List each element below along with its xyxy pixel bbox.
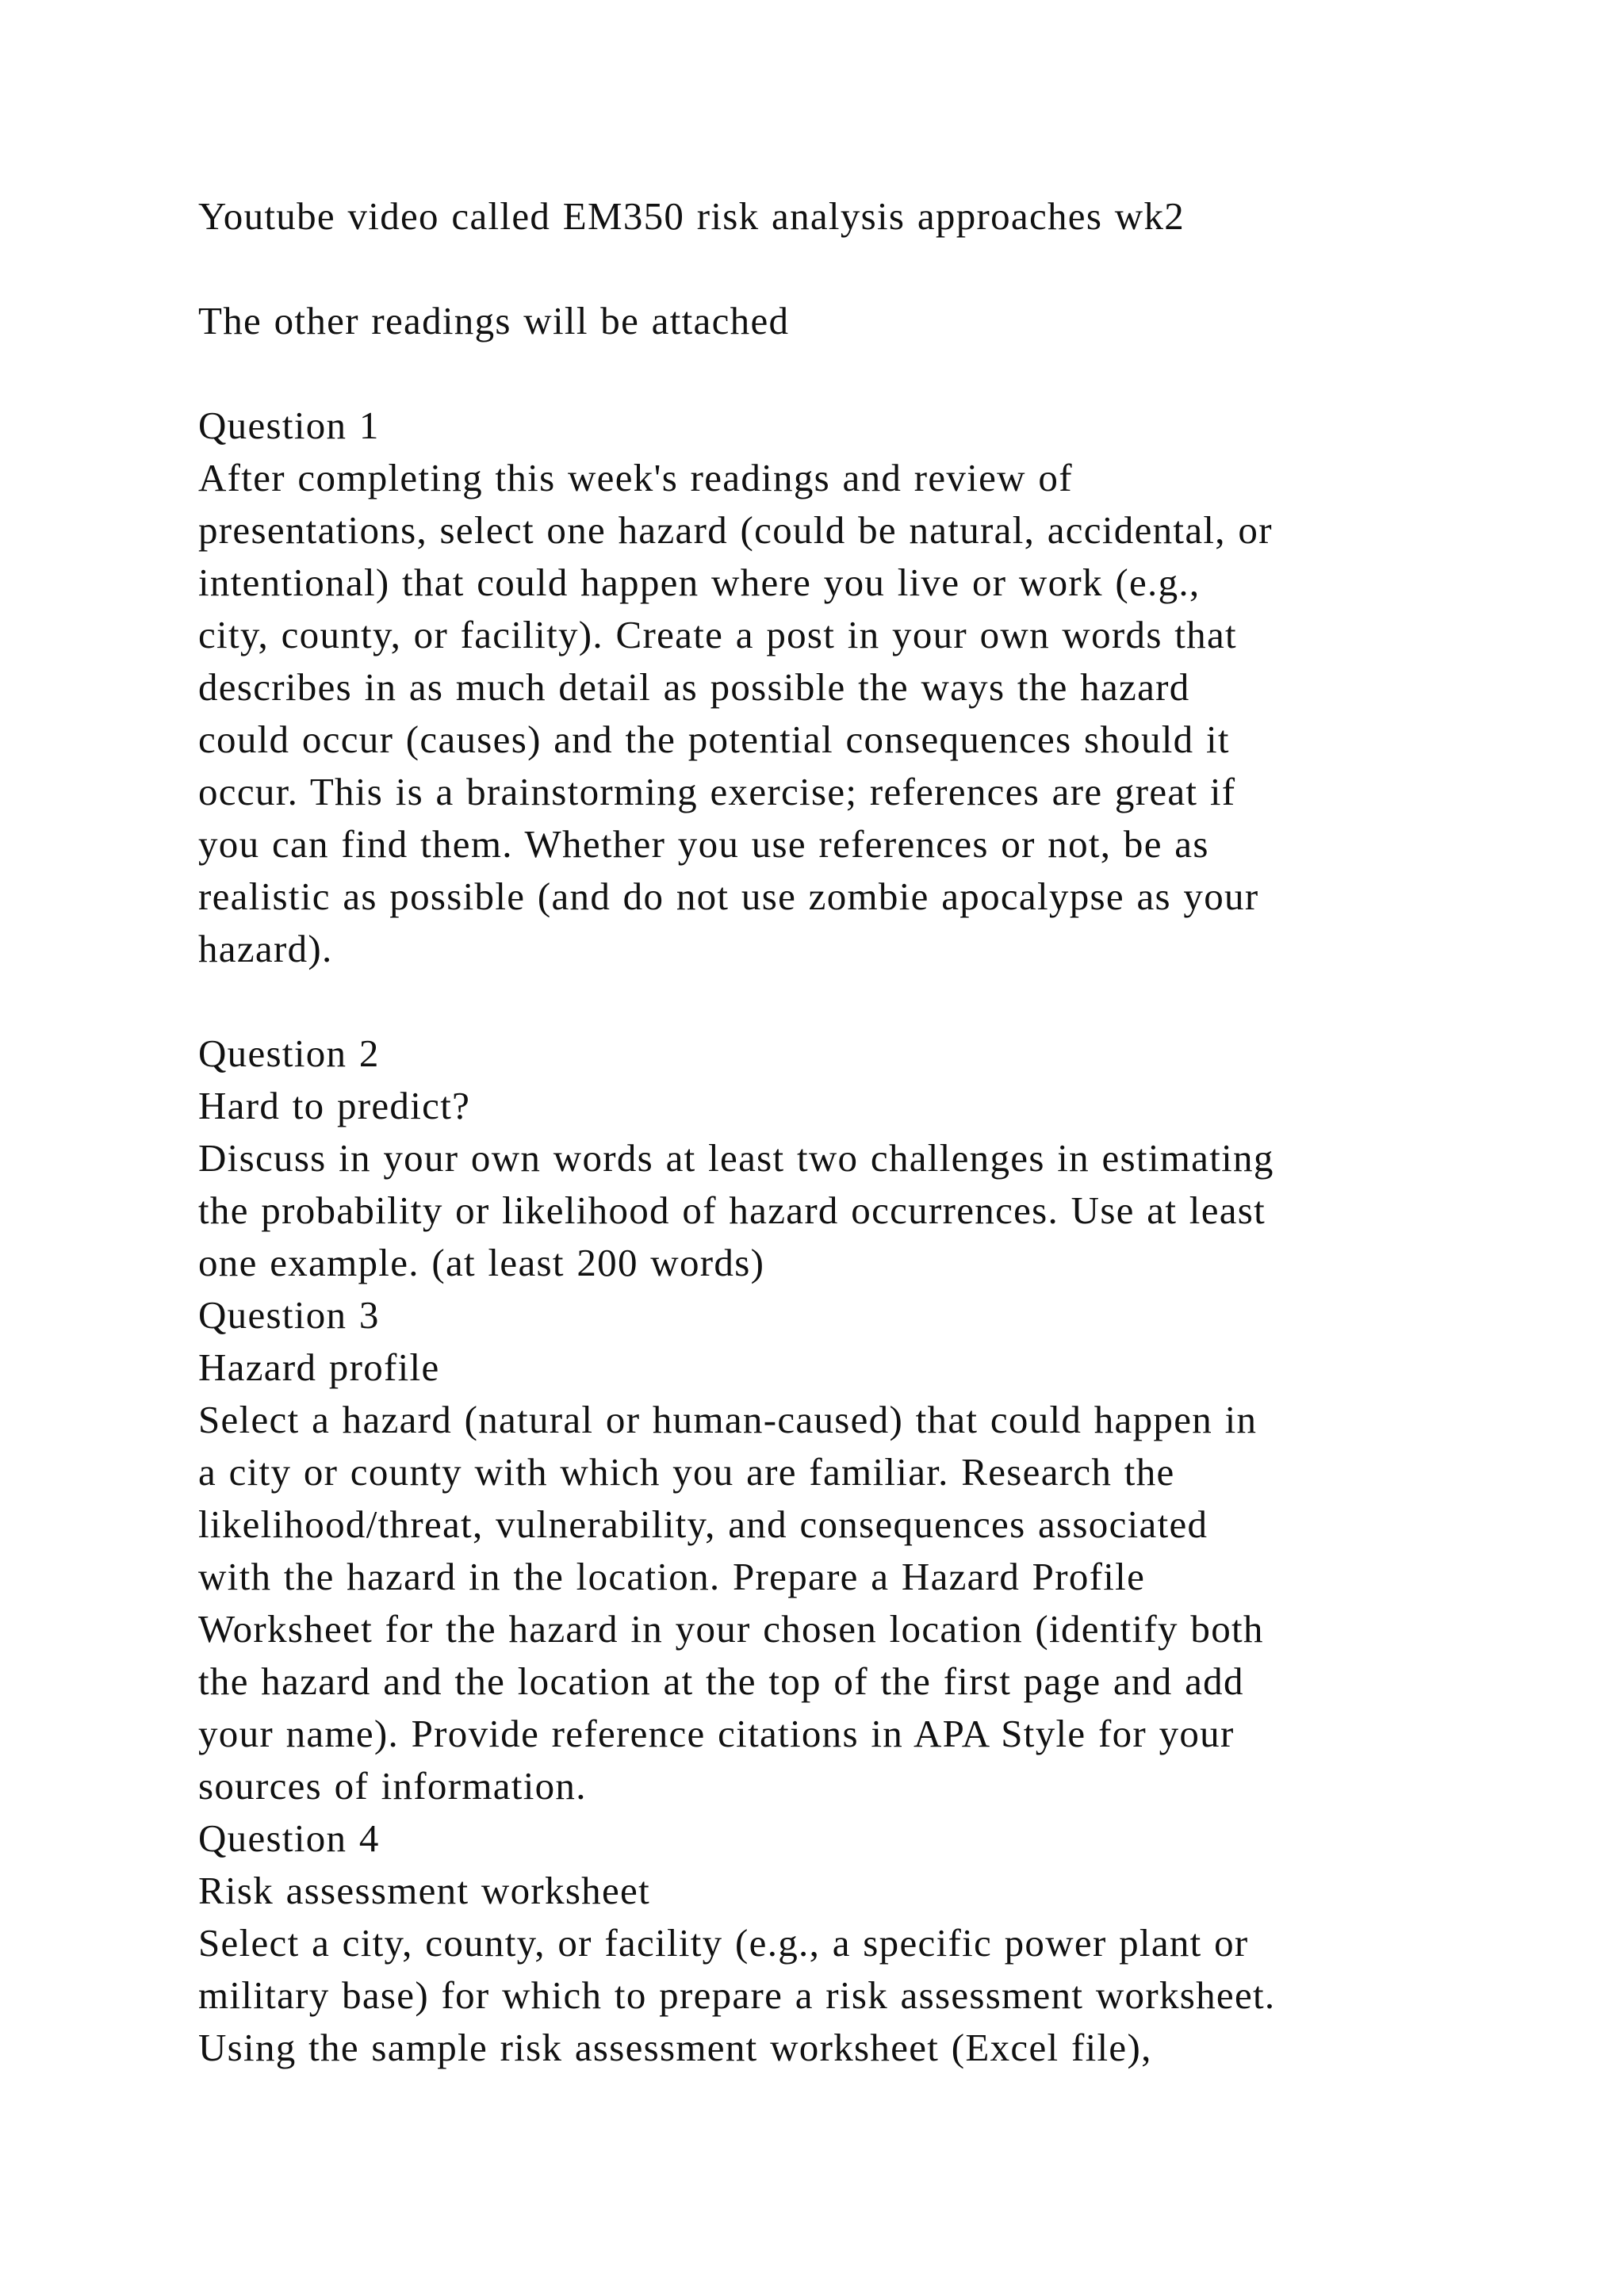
text-line: likelihood/threat, vulnerability, and consequences associated	[198, 1502, 1208, 1546]
text-line: sources of information.	[198, 1764, 587, 1808]
text-line: Youtube video called EM350 risk analysis approaches wk2	[198, 194, 1185, 238]
text-line: one example. (at least 200 words)	[198, 1241, 765, 1284]
text-line: occur. This is a brainstorming exercise; references are great if	[198, 770, 1236, 813]
text-line: hazard).	[198, 927, 333, 970]
text-line: Worksheet for the hazard in your chosen location (identify both	[198, 1607, 1264, 1651]
text-line: could occur (causes) and the potential consequences should it	[198, 718, 1230, 761]
question-2-title: Hard to predict?	[198, 1084, 471, 1127]
text-line: with the hazard in the location. Prepare a Hazard Profile	[198, 1555, 1146, 1598]
text-line: the hazard and the location at the top of the first page and add	[198, 1659, 1244, 1703]
question-2-heading: Question 2	[198, 1031, 380, 1075]
text-line: Select a hazard (natural or human-caused) that could happen in	[198, 1398, 1258, 1441]
text-line: the probability or likelihood of hazard occurrences. Use at least	[198, 1188, 1266, 1232]
blank-line	[198, 975, 1594, 1027]
blank-line	[198, 243, 1594, 295]
blank-line	[198, 347, 1594, 400]
question-4-title: Risk assessment worksheet	[198, 1869, 650, 1912]
text-line: military base) for which to prepare a risk assessment worksheet.	[198, 1973, 1276, 2017]
text-line: Select a city, county, or facility (e.g., a specific power plant or	[198, 1921, 1249, 1965]
question-4-heading: Question 4	[198, 1816, 380, 1860]
text-line: After completing this week's readings and review of	[198, 456, 1073, 499]
text-line: city, county, or facility). Create a post in your own words that	[198, 613, 1237, 656]
text-line: presentations, select one hazard (could be natural, accidental, or	[198, 508, 1273, 552]
text-line: Discuss in your own words at least two challenges in estimating	[198, 1136, 1274, 1180]
text-line: The other readings will be attached	[198, 299, 790, 342]
text-line: Using the sample risk assessment worksheet (Excel file),	[198, 2026, 1152, 2069]
question-3-heading: Question 3	[198, 1293, 380, 1337]
question-3-title: Hazard profile	[198, 1345, 440, 1389]
text-line: a city or county with which you are familiar. Research the	[198, 1450, 1175, 1494]
text-line: your name). Provide reference citations in APA Style for your	[198, 1712, 1235, 1755]
text-line: intentional) that could happen where you live or work (e.g.,	[198, 561, 1201, 604]
text-line: realistic as possible (and do not use zombie apocalypse as your	[198, 874, 1259, 918]
question-1-heading: Question 1	[198, 404, 380, 447]
document-body	[198, 190, 1594, 2074]
text-line: you can find them. Whether you use references or not, be as	[198, 822, 1209, 866]
text-line: describes in as much detail as possible the ways the hazard	[198, 665, 1190, 709]
